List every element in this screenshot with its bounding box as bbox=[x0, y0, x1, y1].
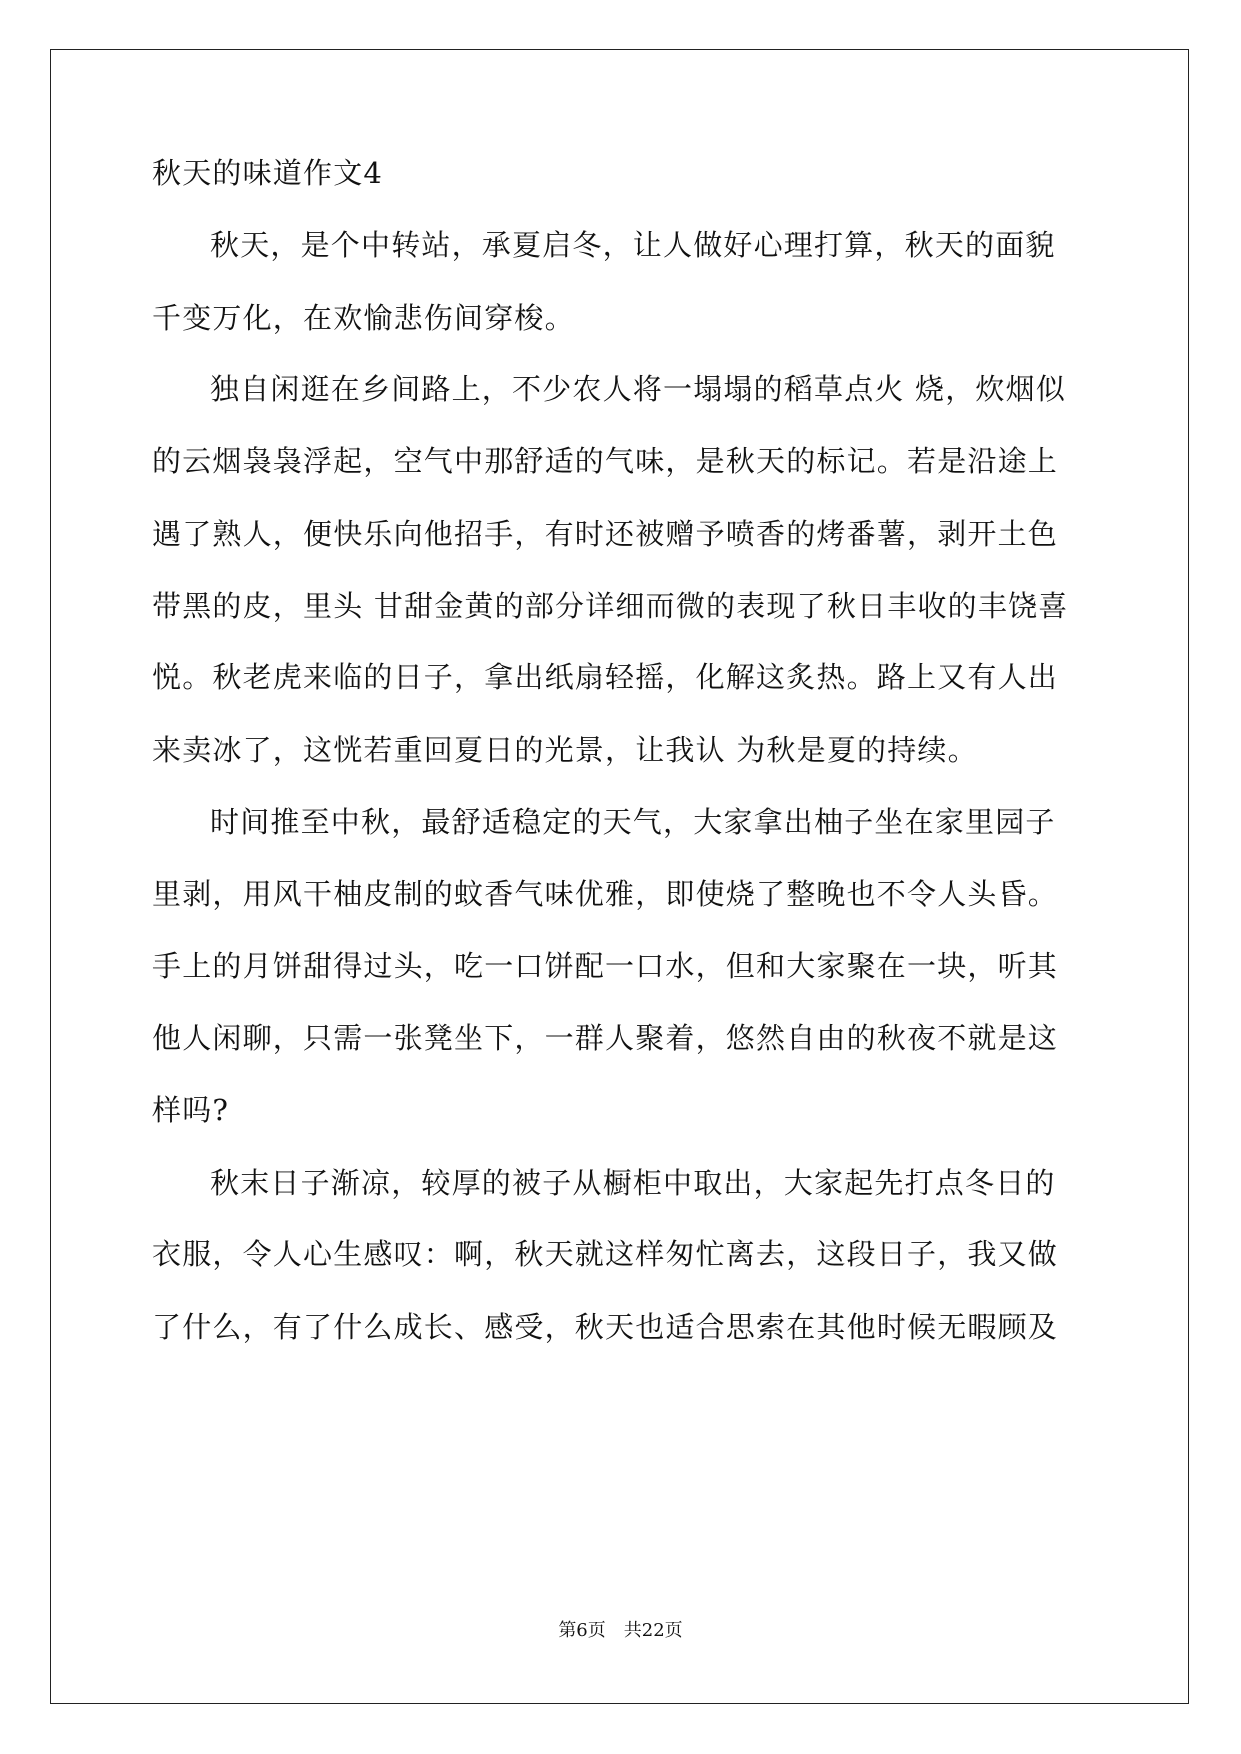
paragraph-4-line-2: 衣服，令人心生感叹：啊，秋天就这样匆忙离去，这段日子，我又做 bbox=[152, 1237, 1059, 1271]
paragraph-2-line-3: 遇了熟人，便快乐向他招手，有时还被赠予喷香的烤番薯，剥开土色 bbox=[152, 517, 1059, 551]
paragraph-1-line-2: 千变万化，在欢愉悲伤间穿梭。 bbox=[152, 301, 575, 335]
paragraph-4-line-1: 秋末日子渐凉，较厚的被子从橱柜中取出，大家起先打点冬日的 bbox=[210, 1166, 1056, 1200]
paragraph-3-line-2: 里剥，用风干柚皮制的蚊香气味优雅，即使烧了整晚也不令人头昏。 bbox=[152, 877, 1059, 911]
paragraph-2-line-1: 独自闲逛在乡间路上，不少农人将一塌塌的稻草点火 烧，炊烟似 bbox=[210, 372, 1067, 406]
paragraph-3-line-1: 时间推至中秋，最舒适稳定的天气，大家拿出柚子坐在家里园子 bbox=[210, 805, 1056, 839]
paragraph-3-line-3: 手上的月饼甜得过头，吃一口饼配一口水，但和大家聚在一块，听其 bbox=[152, 949, 1059, 983]
paragraph-2-line-6: 来卖冰了，这恍若重回夏日的光景，让我认 为秋是夏的持续。 bbox=[152, 733, 978, 767]
paragraph-1-line-1: 秋天，是个中转站，承夏启冬，让人做好心理打算，秋天的面貌 bbox=[210, 228, 1056, 262]
paragraph-4-line-3: 了什么，有了什么成长、感受，秋天也适合思索在其他时候无暇顾及 bbox=[152, 1310, 1059, 1344]
paragraph-2-line-2: 的云烟袅袅浮起，空气中那舒适的气味，是秋天的标记。若是沿途上 bbox=[152, 444, 1059, 478]
document-title: 秋天的味道作文4 bbox=[152, 156, 384, 190]
paragraph-2-line-5: 悦。秋老虎来临的日子，拿出纸扇轻摇，化解这炙热。路上又有人出 bbox=[152, 660, 1059, 694]
paragraph-3-line-4: 他人闲聊，只需一张凳坐下，一群人聚着，悠然自由的秋夜不就是这 bbox=[152, 1021, 1059, 1055]
page-number: 第6页 bbox=[558, 1620, 606, 1641]
page-total: 共22页 bbox=[623, 1620, 683, 1641]
paragraph-3-line-5: 样吗? bbox=[152, 1093, 230, 1127]
page-footer bbox=[0, 1619, 1241, 1643]
paragraph-2-line-4: 带黑的皮，里头 甘甜金黄的部分详细而微的表现了秋日丰收的丰饶喜 bbox=[152, 589, 1069, 623]
